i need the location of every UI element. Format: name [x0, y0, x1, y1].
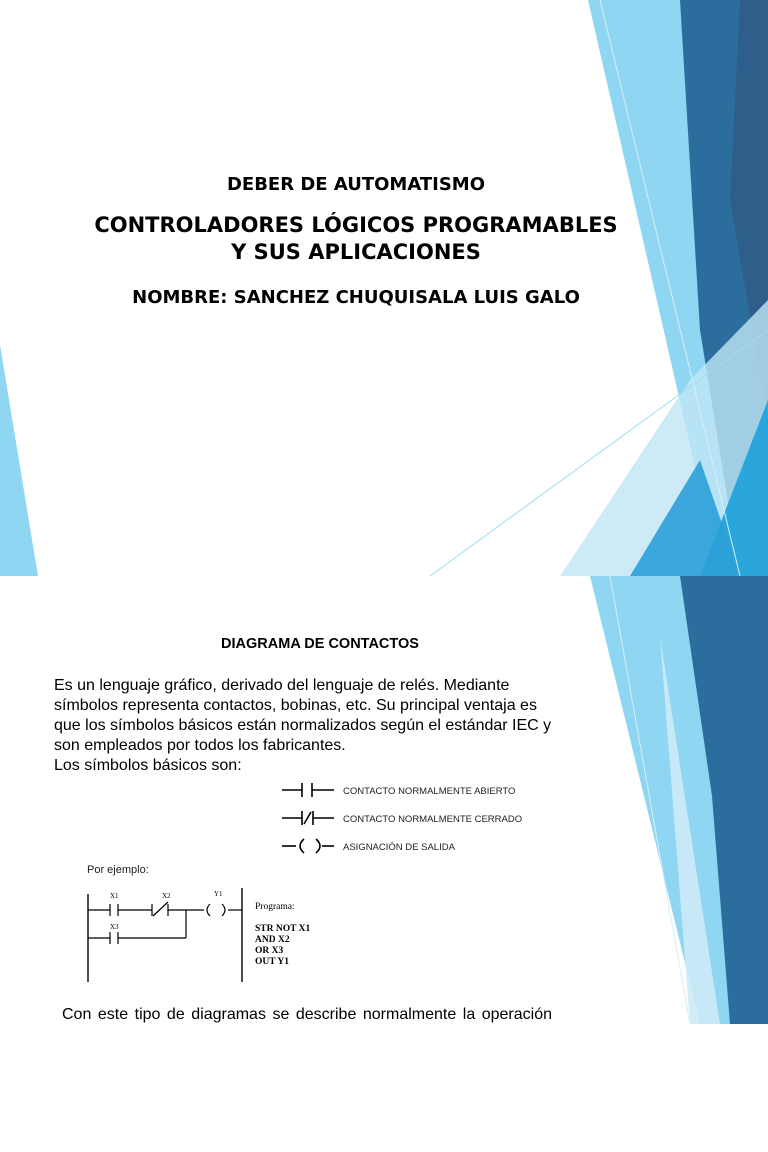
deco-left-triangle	[0, 345, 38, 576]
output-coil-icon	[280, 838, 336, 854]
bottom-paragraph: Con este tipo de diagramas se describe normalmente la operación	[62, 1006, 552, 1023]
normally-closed-contact-icon	[280, 810, 336, 826]
body-line: Es un lenguaje gráfico, derivado del lenguaje de relés. Mediante	[54, 677, 510, 694]
ladder-label: Y1	[214, 890, 223, 898]
author-name: NOMBRE: SANCHEZ CHUQUISALA LUIS GALO	[132, 287, 580, 308]
symbol-label: ASIGNACIÓN DE SALIDA	[343, 842, 455, 853]
slide-title-line2: Y SUS APLICACIONES	[231, 240, 481, 264]
ladder-diagram	[80, 884, 250, 984]
program-line: AND X2	[255, 935, 290, 945]
slide-heading: DEBER DE AUTOMATISMO	[226, 174, 486, 195]
body-text	[54, 676, 574, 776]
section-title: DIAGRAMA DE CONTACTOS	[221, 636, 419, 652]
program-title: Programa:	[255, 902, 295, 912]
program-line: STR NOT X1	[255, 924, 311, 934]
normally-open-contact-icon	[280, 782, 336, 798]
slide-title	[0, 212, 712, 266]
symbol-label: CONTACTO NORMALMENTE CERRADO	[343, 814, 523, 825]
ladder-label: X1	[110, 892, 119, 900]
symbol-label: CONTACTO NORMALMENTE ABIERTO	[343, 786, 516, 797]
program-line: OUT Y1	[255, 957, 290, 967]
body-line: que los símbolos básicos están normalizados según el estándar IEC y	[54, 717, 552, 734]
body-line: son empleados por todos los fabricantes.	[54, 737, 346, 754]
program-line: OR X3	[255, 946, 284, 956]
ladder-label: X3	[110, 923, 119, 931]
example-label: Por ejemplo:	[87, 864, 149, 876]
slide-title-line1: CONTROLADORES LÓGICOS PROGRAMABLES	[94, 213, 618, 237]
body-line: Los símbolos básicos son:	[54, 757, 242, 774]
ladder-label: X2	[162, 892, 171, 900]
body-line: símbolos representa contactos, bobinas, etc. Su principal ventaja es	[54, 697, 537, 714]
content-slide	[0, 576, 768, 1152]
